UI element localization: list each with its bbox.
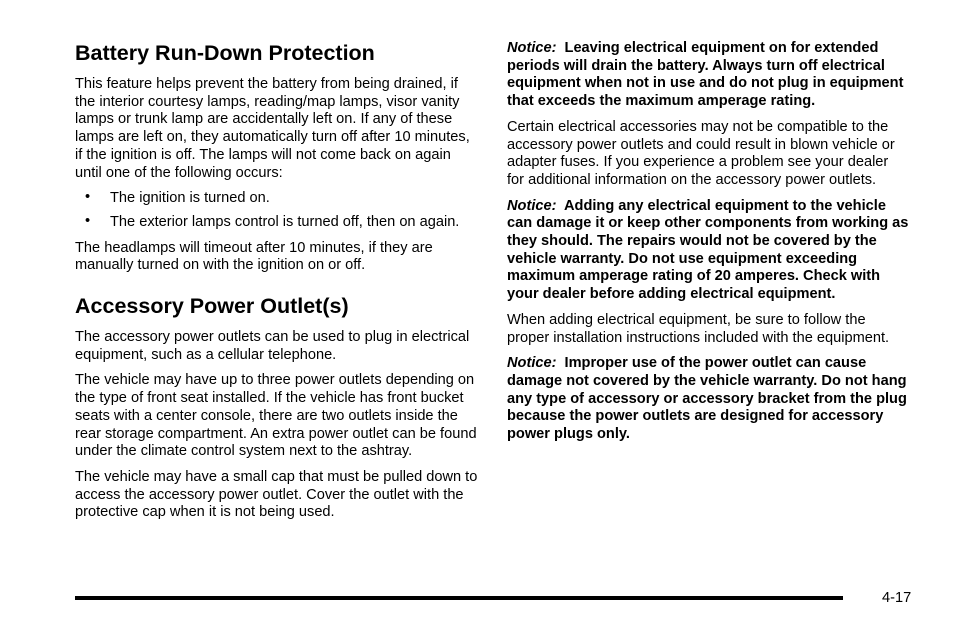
notice-improper-use bbox=[507, 355, 909, 444]
bullet-list bbox=[75, 190, 480, 231]
list-item bbox=[75, 190, 480, 208]
right-column bbox=[507, 40, 909, 452]
notice-label: Notice: bbox=[507, 355, 557, 372]
paragraph-outlet-cap: The vehicle may have a small cap that must be pulled down to access the accessory power outlet. Cover the outlet with the protective cap when it is not being used. bbox=[75, 468, 478, 521]
page-number: 4-17 bbox=[882, 590, 912, 606]
notice-text: Leaving electrical equipment on for extended periods will drain the battery. Always turn off electrical equipment when not in use and do not plug in equipment that exceeds the maximum amperage rating. bbox=[507, 40, 904, 110]
notice-label: Notice: bbox=[507, 40, 557, 56]
bullet-icon: • bbox=[85, 189, 91, 206]
section-title-battery-rundown: Battery Run-Down Protection bbox=[75, 41, 375, 65]
paragraph-headlamp-timeout: The headlamps will timeout after 10 minutes, if they are manually turned on with the ignition on or off. bbox=[75, 239, 433, 274]
list-item-text: The ignition is turned on. bbox=[110, 190, 270, 207]
paragraph-installation: When adding electrical equipment, be sure to follow the proper installation instructions included with the equipment. bbox=[507, 311, 890, 346]
section-title-accessory-power: Accessory Power Outlet(s) bbox=[75, 294, 349, 319]
footer-rule bbox=[75, 596, 843, 600]
left-column bbox=[75, 40, 480, 530]
paragraph-outlets-intro: The accessory power outlets can be used to plug in electrical equipment, such as a cellular telephone. bbox=[75, 329, 470, 363]
notice-battery-drain bbox=[507, 40, 909, 111]
paragraph-outlets-count: The vehicle may have up to three power outlets depending on the type of front seat installed. If the vehicle has front bucket seats with a center console, there are two outlets inside the rear storage compartment. An extra power outlet can be found under the climate control system next to the ashtray. bbox=[75, 372, 477, 460]
paragraph-battery-intro: This feature helps prevent the battery from being drained, if the interior courtesy lamps, reading/map lamps, visor vanity lamps or trunk lamp are accidentally left on. If any of these lamps are left on, they automatically turn off after 10 minutes, if the ignition is off. The lamps will not come back on again until one of the following occurs: bbox=[75, 76, 470, 181]
paragraph-compatibility: Certain electrical accessories may not be compatible to the accessory power outlets and could result in blown vehicle or adapter fuses. If you experience a problem see your dealer for additional information on the accessory power outlets. bbox=[507, 118, 895, 188]
list-item-text: The exterior lamps control is turned off, then on again. bbox=[110, 213, 460, 230]
notice-adding-equipment bbox=[507, 198, 909, 304]
notice-text: Adding any electrical equipment to the vehicle can damage it or keep other components from working as they should. The repairs would not be covered by the vehicle warranty. Do not use equipment exceeding maximum amperage rating of 20 amperes. Check with your dealer before adding electrical equipment. bbox=[507, 197, 909, 303]
notice-text: Improper use of the power outlet can cause damage not covered by the vehicle warranty. Do not hang any type of accessory or accessory bracket from the plug because the power outlets are designed for accessory power plugs only. bbox=[507, 355, 907, 443]
notice-label: Notice: bbox=[507, 197, 557, 214]
bullet-icon: • bbox=[85, 212, 91, 229]
list-item bbox=[75, 214, 480, 232]
